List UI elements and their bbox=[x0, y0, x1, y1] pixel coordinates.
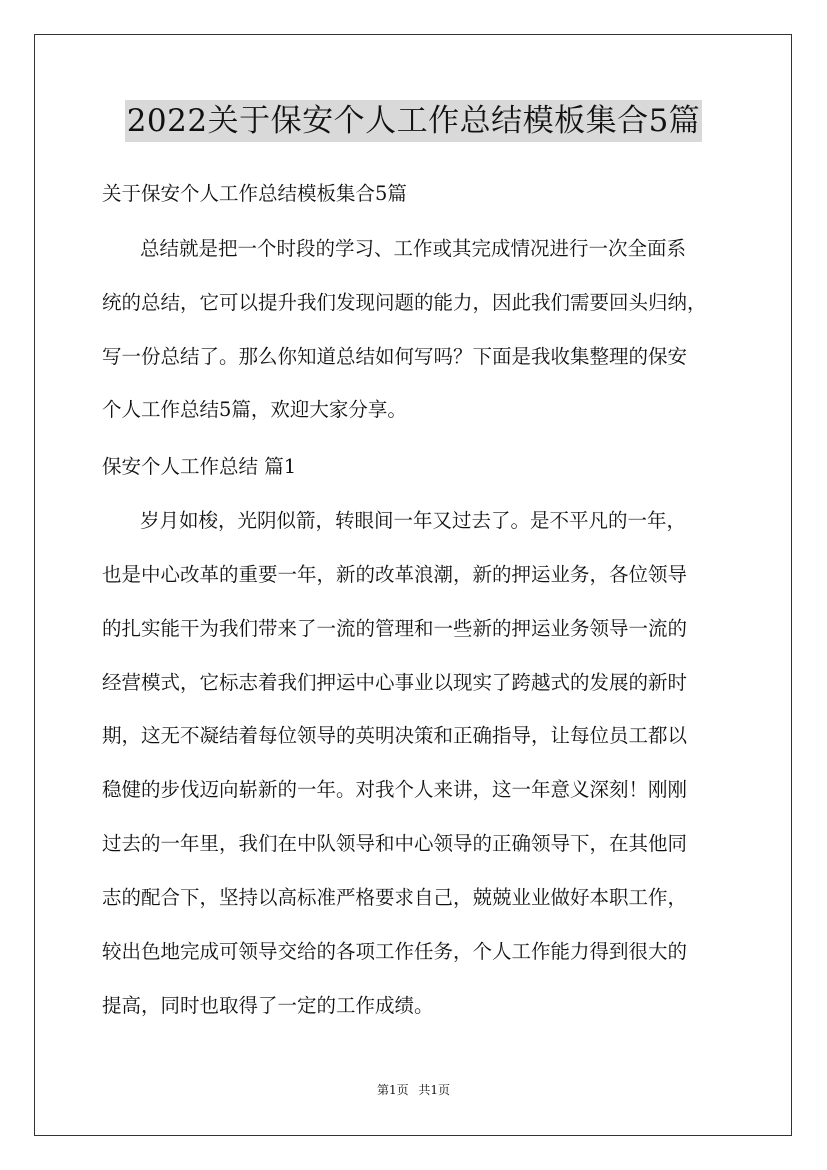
page-number: 第1页 bbox=[376, 1083, 409, 1097]
document-title: 2022关于保安个人工作总结模板集合5篇 bbox=[125, 100, 703, 142]
body-line: 志的配合下，坚持以高标准严格要求自己，兢兢业业做好本职工作， bbox=[102, 886, 688, 909]
intro-line: 总结就是把一个时段的学习、工作或其完成情况进行一次全面系 bbox=[140, 237, 687, 260]
body-line: 经营模式，它标志着我们押运中心事业以现实了跨越式的发展的新时 bbox=[102, 671, 688, 694]
page-footer bbox=[0, 1082, 827, 1098]
body-line: 提高，同时也取得了一定的工作成绩。 bbox=[102, 994, 434, 1017]
page-total: 共1页 bbox=[418, 1083, 451, 1097]
body-line: 稳健的步伐迈向崭新的一年。对我个人来讲，这一年意义深刻！刚刚 bbox=[102, 778, 688, 801]
body-line: 较出色地完成可领导交给的各项工作任务，个人工作能力得到很大的 bbox=[102, 940, 688, 963]
body-line: 过去的一年里，我们在中队领导和中心领导的正确领导下，在其他同 bbox=[102, 832, 688, 855]
body-line: 期，这无不凝结着每位领导的英明决策和正确指导，让每位员工都以 bbox=[102, 724, 688, 747]
intro-line: 写一份总结了。那么你知道总结如何写吗？下面是我收集整理的保安 bbox=[102, 345, 688, 368]
intro-line: 统的总结，它可以提升我们发现问题的能力，因此我们需要回头归纳， bbox=[102, 291, 707, 314]
body-line: 也是中心改革的重要一年，新的改革浪潮，新的押运业务，各位领导 bbox=[102, 563, 688, 586]
section-heading: 保安个人工作总结 篇1 bbox=[102, 455, 297, 478]
body-line: 的扎实能干为我们带来了一流的管理和一些新的押运业务领导一流的 bbox=[102, 617, 688, 640]
document-subtitle: 关于保安个人工作总结模板集合5篇 bbox=[102, 182, 407, 205]
title-container bbox=[0, 100, 827, 142]
intro-line: 个人工作总结5篇，欢迎大家分享。 bbox=[102, 398, 407, 421]
body-line: 岁月如梭，光阴似箭，转眼间一年又过去了。是不平凡的一年， bbox=[140, 509, 687, 532]
